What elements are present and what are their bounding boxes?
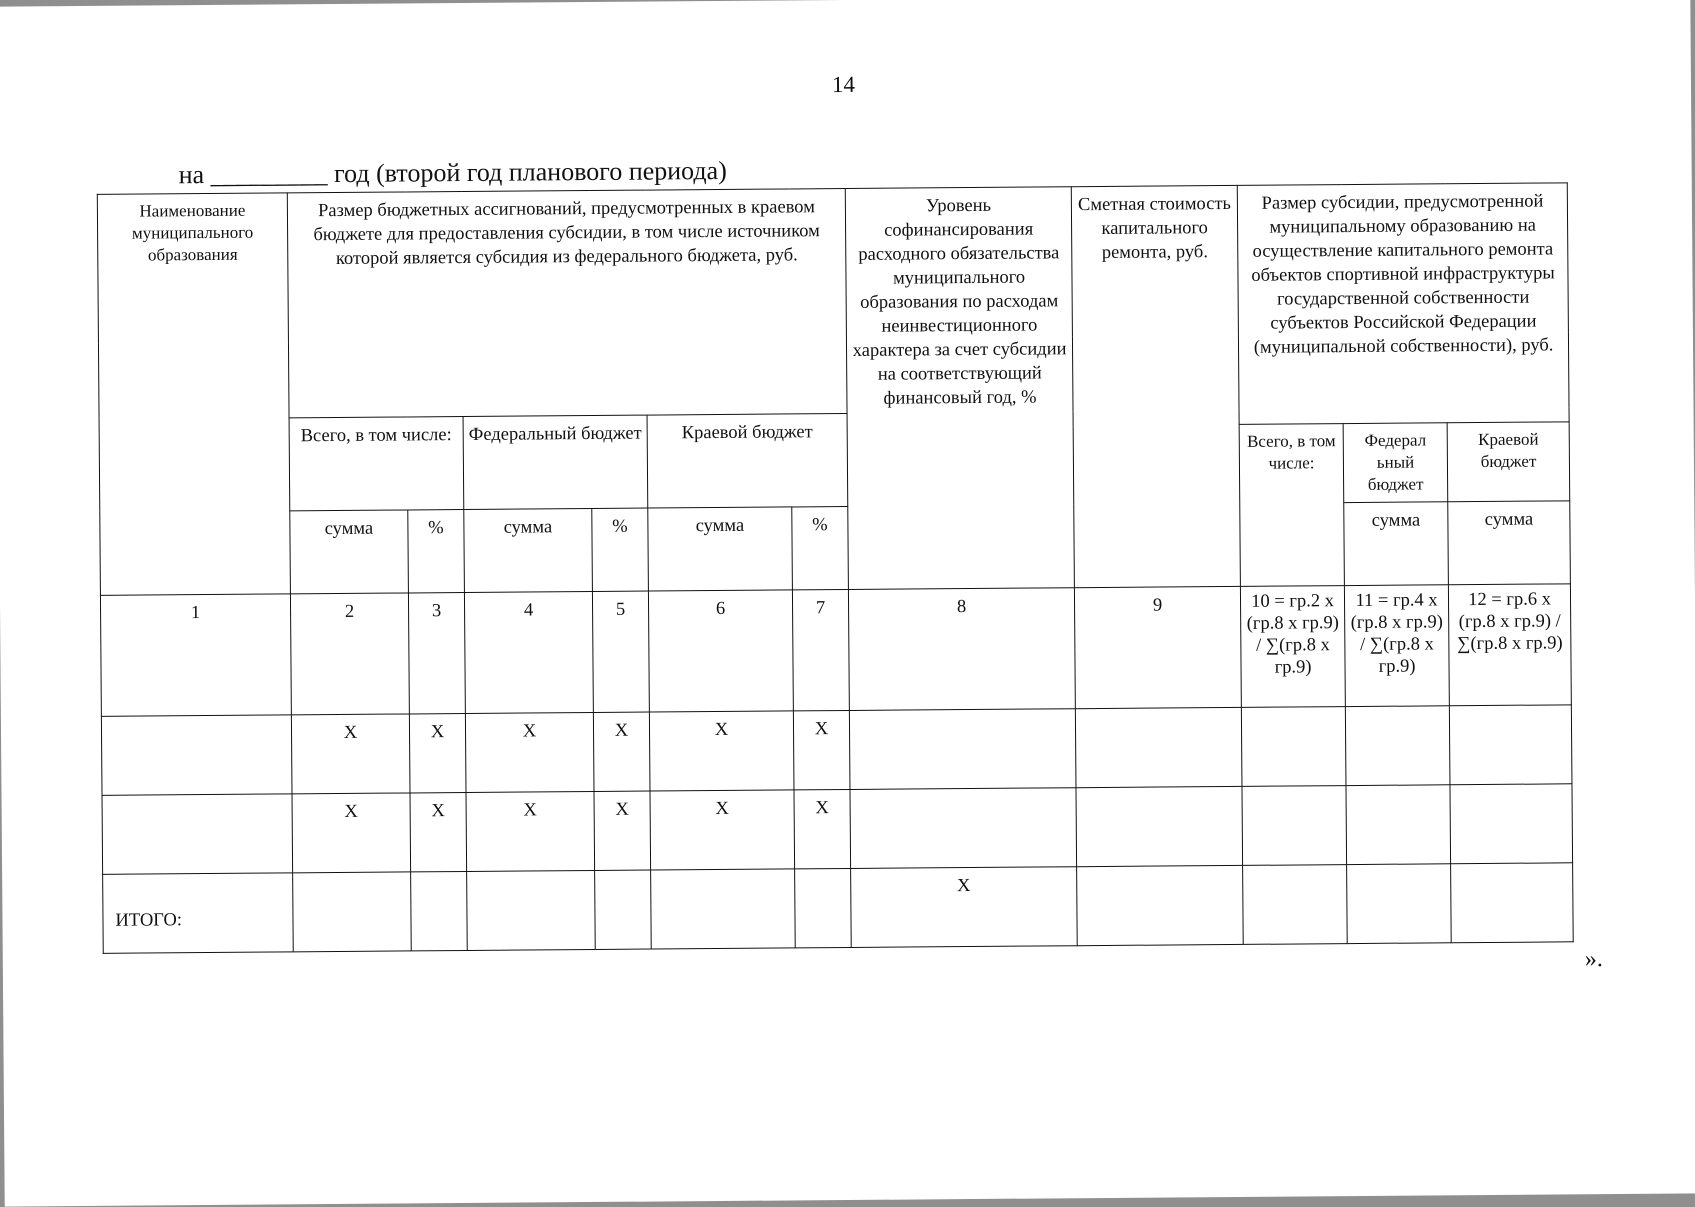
table-cell (1450, 783, 1573, 863)
table-row (102, 783, 1573, 874)
table-cell: X (793, 710, 850, 790)
header-percent: % (792, 506, 849, 590)
header-percent: % (408, 509, 465, 593)
table-cell (1449, 704, 1572, 784)
table-row (101, 704, 1572, 795)
header-regional-budget: Краевой бюджет (647, 413, 848, 507)
table-cell: X (410, 792, 467, 872)
header-cofinancing-level: Уровень софинансирования расходного обязательства муниципального образования по расходам неинвестиционного характера за счет субсидии на соответствующий финансовый год, % (845, 187, 1074, 590)
table-cell (467, 870, 596, 950)
column-formula: 12 = гр.6 x (гр.8 x гр.9) / ∑(гр.8 x гр.9) (1448, 584, 1571, 706)
table-cell: X (851, 867, 1078, 948)
column-numbers-row (100, 584, 1571, 716)
table-cell (1241, 706, 1346, 786)
column-number: 2 (290, 593, 409, 715)
page-number: 14 (831, 71, 856, 98)
header-estimated-cost: Сметная стоимость капитального ремонта, руб. (1071, 185, 1240, 587)
column-number: 7 (792, 589, 849, 710)
table-cell (1076, 786, 1243, 866)
header-sum: сумма (648, 506, 793, 590)
header-sum: сумма (290, 509, 409, 593)
table-cell: X (466, 791, 595, 871)
header-percent: % (592, 508, 649, 592)
table-cell (849, 708, 1076, 789)
table-subtitle: на _________ год (второй год планового периода) (178, 155, 727, 190)
table-cell (850, 787, 1077, 868)
table-cell (102, 794, 293, 875)
table-cell (293, 872, 412, 952)
header-subsidy-total-incl: Всего, в том числе: (1239, 424, 1344, 586)
table-cell: X (650, 790, 795, 870)
column-formula: 11 = гр.4 x (гр.8 x гр.9) / ∑(гр.8 x гр.9) (1344, 585, 1449, 707)
header-sum: сумма (1448, 500, 1571, 584)
header-row-6 (100, 500, 1571, 595)
table-cell (1347, 864, 1452, 944)
header-subsidy-federal: Федерал ьный бюджет (1343, 423, 1448, 502)
column-number: 6 (648, 590, 793, 712)
column-formula: 10 = гр.2 x (гр.8 x гр.9) / ∑(гр.8 x гр.9) (1240, 585, 1345, 707)
table-cell (795, 868, 852, 948)
column-number: 4 (464, 591, 593, 713)
header-row-1 (97, 183, 1568, 269)
table-cell (595, 870, 652, 950)
column-number: 9 (1074, 586, 1241, 708)
table-cell (1451, 863, 1574, 943)
table-cell (411, 871, 468, 951)
header-sum: сумма (1344, 501, 1449, 585)
header-municipality-name: Наименование муниципального образования (97, 193, 290, 595)
header-subsidy-size: Размер субсидии, предусмотренной муниципальному образованию на осуществление капитального ремонта объектов спортивной инфраструктуры государственной собственности субъектов Российской Федерации (муниципальной собственности), руб. (1237, 183, 1569, 425)
table-cell: X (409, 713, 466, 793)
total-label: ИТОГО: (103, 873, 294, 954)
header-sum: сумма (464, 508, 593, 592)
table-cell: X (291, 713, 410, 793)
header-federal-budget: Федеральный бюджет (463, 415, 648, 509)
header-budget-allocations: Размер бюджетных ассигнований, предусмотренных в краевом бюджете для предоставления субсидии, в том числе источником которой является субсидия из федерального бюджета, руб. (287, 189, 847, 418)
table-cell (1243, 864, 1348, 944)
header-subsidy-regional: Краевой бюджет (1447, 422, 1570, 501)
table-cell: X (594, 791, 651, 871)
table-cell (1075, 707, 1242, 787)
table-cell (1345, 705, 1450, 785)
subsidy-table (97, 182, 1574, 954)
closing-quote-mark: ». (1584, 946, 1603, 973)
column-number: 1 (100, 594, 291, 716)
column-number: 8 (848, 587, 1075, 710)
total-row (103, 863, 1574, 954)
table-cell (1077, 865, 1244, 946)
table-cell (1346, 784, 1451, 864)
table-cell: X (292, 793, 411, 873)
column-number: 5 (592, 591, 649, 712)
column-number: 3 (408, 592, 465, 713)
table-cell: X (593, 712, 650, 792)
header-total-incl: Всего, в том числе: (289, 416, 464, 510)
table-cell: X (465, 712, 594, 792)
table-cell (1242, 785, 1347, 865)
table-cell: X (794, 789, 851, 869)
table-cell (101, 714, 292, 795)
table-cell: X (649, 710, 794, 790)
table-cell (651, 869, 796, 949)
